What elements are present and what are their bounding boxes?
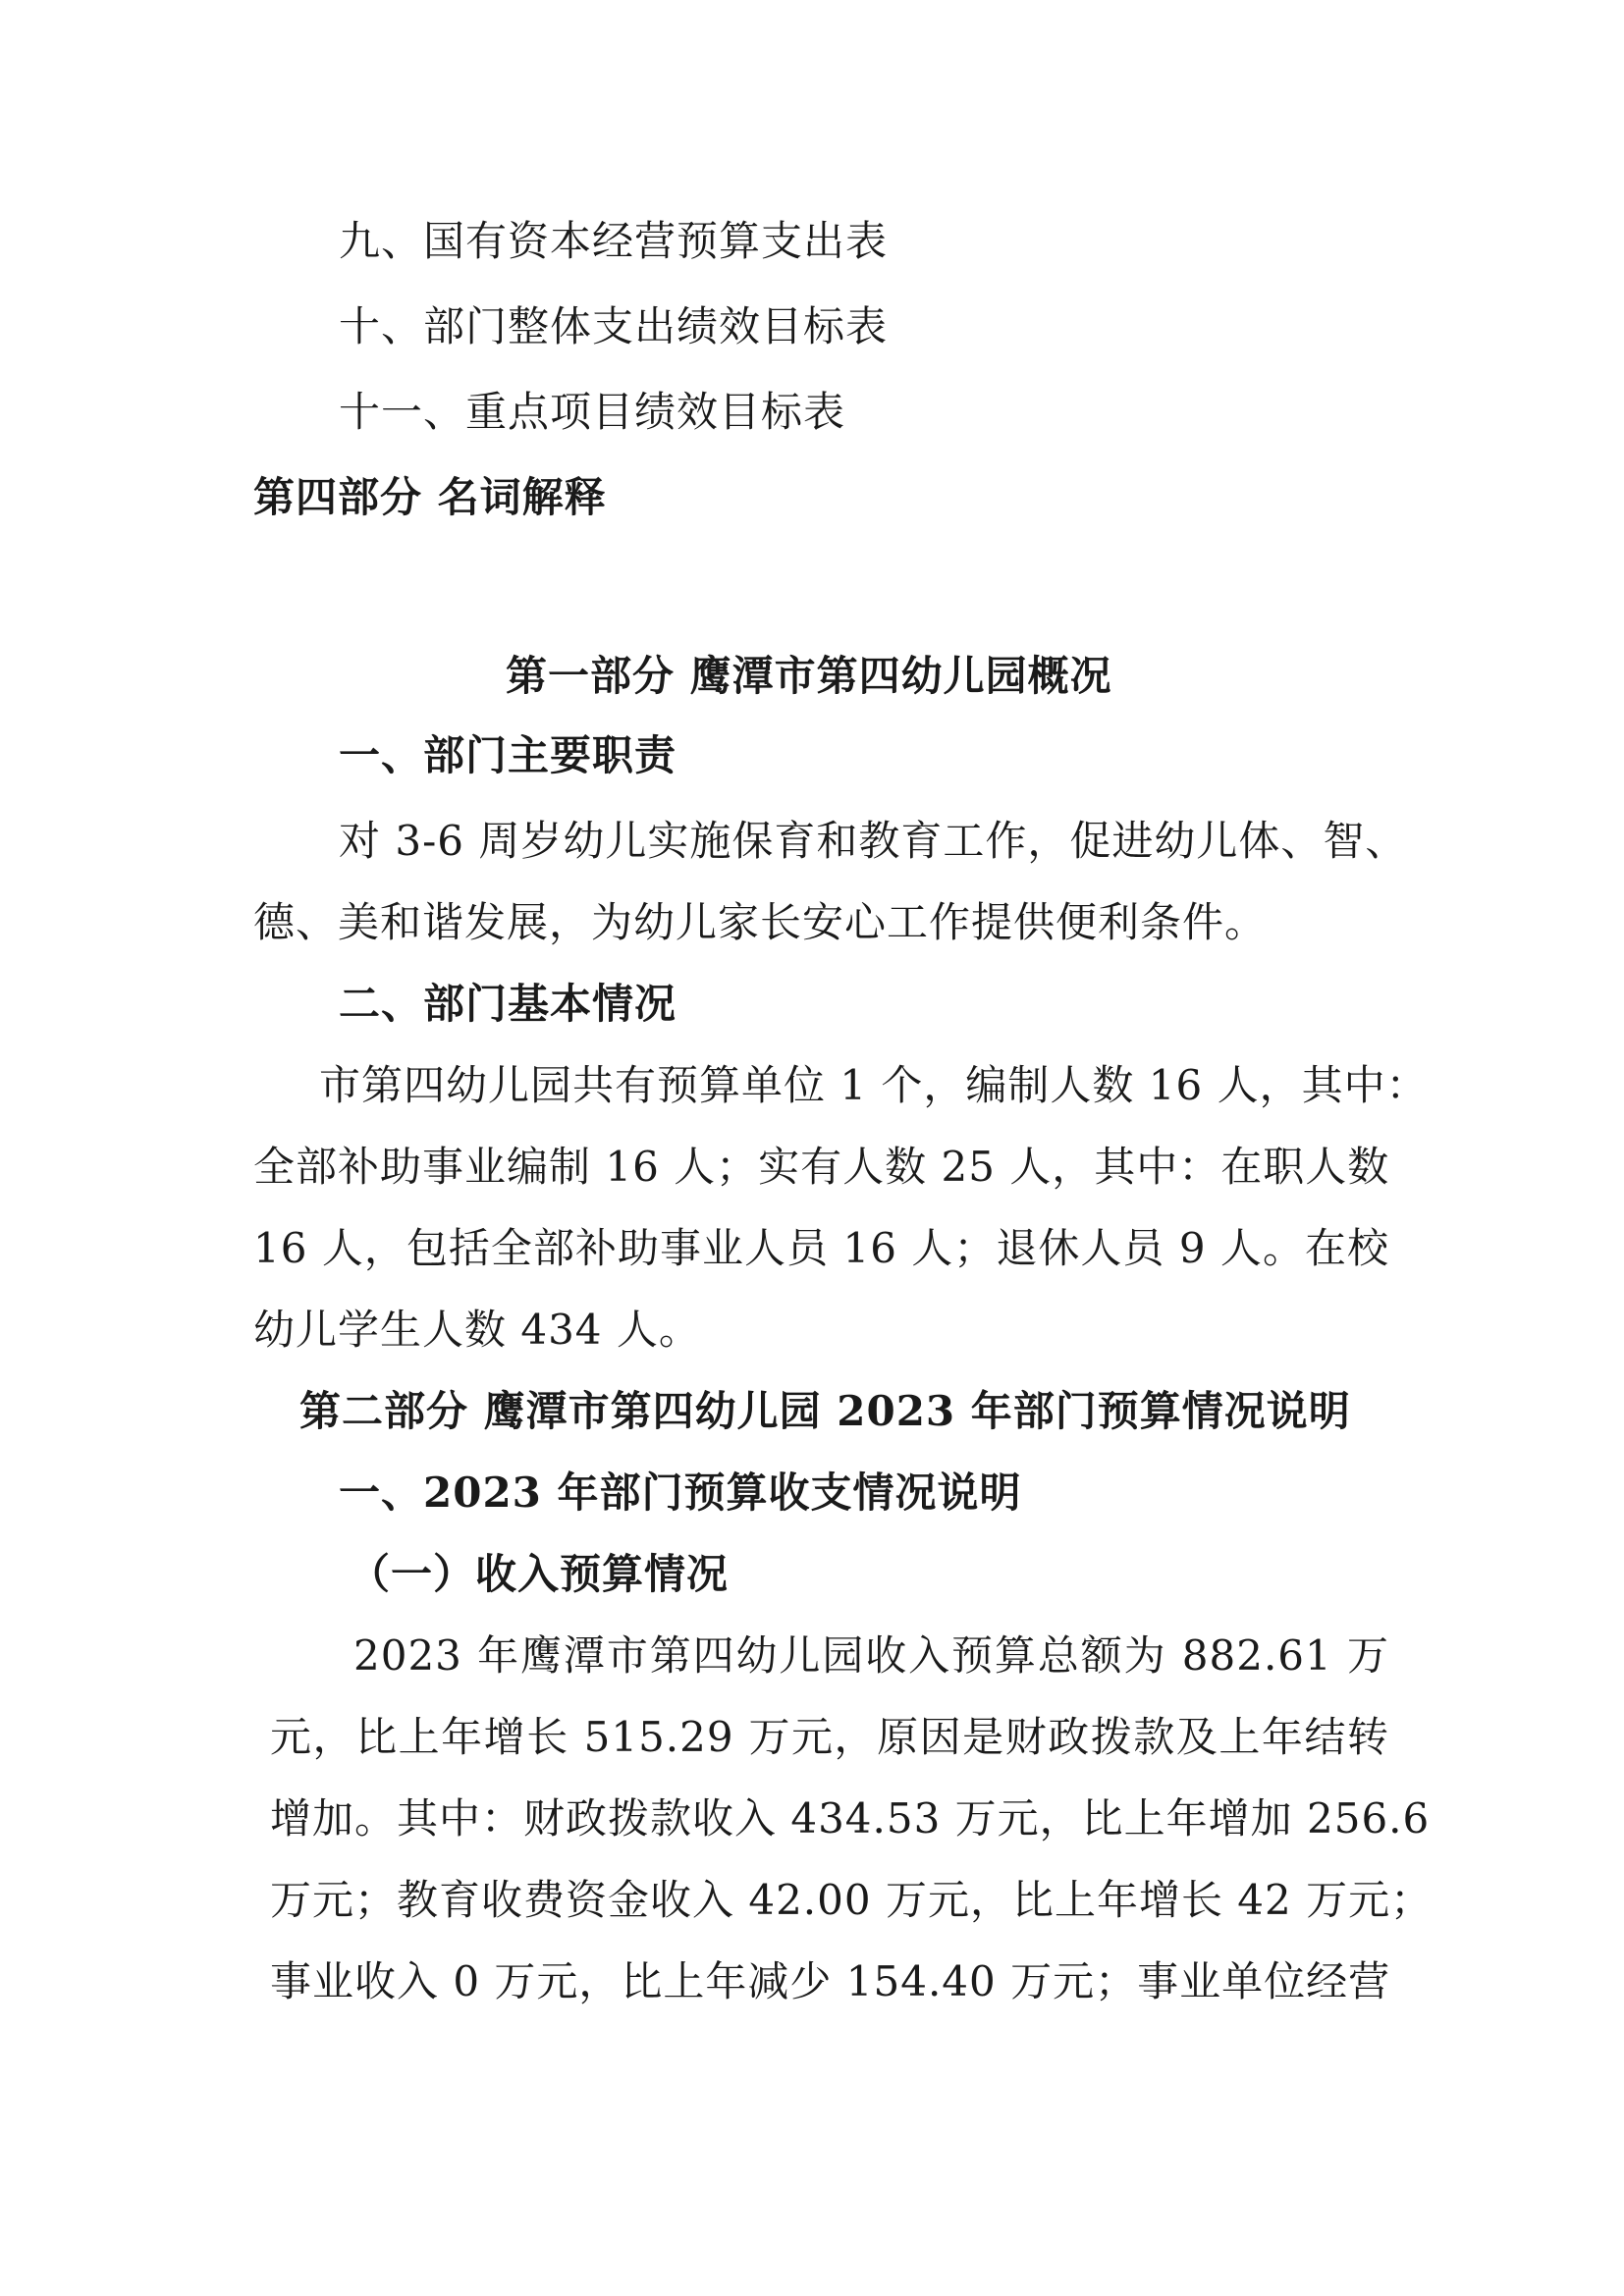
paragraph-line: 2023 年鹰潭市第四幼儿园收入预算总额为 882.61 万 xyxy=(353,1631,1389,1680)
paragraph-line: 对 3-6 周岁幼儿实施保育和教育工作，促进幼儿体、智、 xyxy=(339,817,1408,865)
toc-item-10: 十、部门整体支出绩效目标表 xyxy=(339,302,889,350)
paragraph-line: 全部补助事业编制 16 人；实有人数 25 人，其中：在职人数 xyxy=(253,1143,1390,1191)
section-1-heading: 一、部门主要职责 xyxy=(339,731,677,779)
paragraph-line: 元，比上年增长 515.29 万元，原因是财政拨款及上年结转 xyxy=(270,1713,1389,1761)
paragraph-line: 幼儿学生人数 434 人。 xyxy=(253,1306,701,1354)
paragraph-line: 事业收入 0 万元，比上年减少 154.40 万元；事业单位经营 xyxy=(270,1957,1391,2005)
sub-heading: （一）收入预算情况 xyxy=(349,1550,730,1598)
paragraph-line: 市第四幼儿园共有预算单位 1 个，编制人数 16 人，其中： xyxy=(319,1061,1429,1109)
section-2-heading: 二、部门基本情况 xyxy=(339,980,677,1028)
paragraph-line: 万元；教育收费资金收入 42.00 万元，比上年增长 42 万元； xyxy=(270,1876,1434,1924)
toc-part-4: 第四部分 名词解释 xyxy=(253,473,607,521)
paragraph-line: 增加。其中：财政拨款收入 434.53 万元，比上年增加 256.6 xyxy=(270,1794,1431,1842)
paragraph-line: 德、美和谐发展，为幼儿家长安心工作提供便利条件。 xyxy=(253,898,1268,946)
toc-item-11: 十一、重点项目绩效目标表 xyxy=(339,388,846,436)
part-2-title: 第二部分 鹰潭市第四幼儿园 2023 年部门预算情况说明 xyxy=(299,1387,1351,1435)
part-1-title: 第一部分 鹰潭市第四幼儿园概况 xyxy=(506,652,1112,700)
toc-item-9: 九、国有资本经营预算支出表 xyxy=(339,217,889,265)
paragraph-line: 16 人，包括全部补助事业人员 16 人；退休人员 9 人。在校 xyxy=(253,1224,1389,1272)
section-1-heading: 一、2023 年部门预算收支情况说明 xyxy=(339,1468,1022,1517)
